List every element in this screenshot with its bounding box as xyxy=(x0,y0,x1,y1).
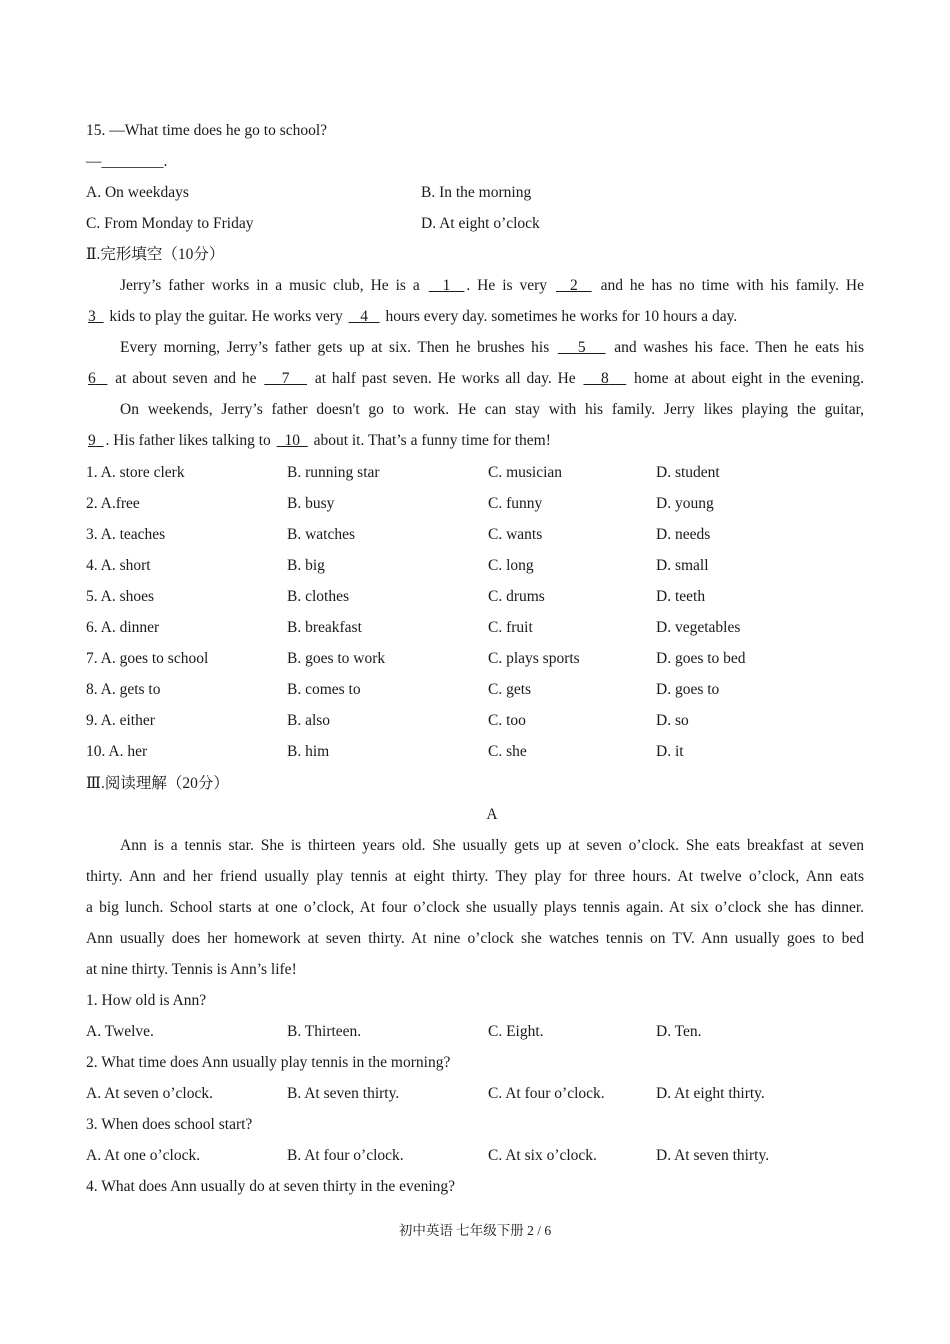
cloze-q9-option-c: C. too xyxy=(488,712,526,729)
reading-q2: 2. What time does Ann usually play tennis in the morning? xyxy=(86,1054,451,1071)
cloze-q6-option-b: B. breakfast xyxy=(287,619,362,636)
cloze-p1-line1: Jerry’s father works in a music club, He is a 1 . He is very 2 and he has no time with his family. He xyxy=(120,277,865,294)
cloze-p3-line1: On weekends, Jerry’s father doesn't go to work. He can stay with his family. Jerry likes playing the guitar, xyxy=(120,401,864,418)
blank-3: 3 xyxy=(88,308,96,325)
passage-label: A xyxy=(486,806,498,823)
cloze-q4-option-d: D. small xyxy=(656,557,709,574)
blank-7: 7 xyxy=(281,370,290,387)
reading-q1: 1. How old is Ann? xyxy=(86,992,207,1009)
cloze-p2-line2: 6 at about seven and he 7 at half past seven. He works all day. He 8 home at about eight in the evening. xyxy=(88,370,864,387)
reading-q2-option-a: A. At seven o’clock. xyxy=(86,1085,213,1102)
passage-line-5: at nine thirty. Tennis is Ann’s life! xyxy=(86,961,297,978)
cloze-q10-option-c: C. she xyxy=(488,743,527,760)
cloze-q4-option-a: 4. A. short xyxy=(86,557,151,574)
reading-q3-option-d: D. At seven thirty. xyxy=(656,1147,770,1164)
cloze-q7-option-d: D. goes to bed xyxy=(656,650,746,667)
cloze-q4-option-b: B. big xyxy=(287,557,325,574)
reading-q3-option-b: B. At four o’clock. xyxy=(287,1147,404,1164)
cloze-q2-option-a: 2. A.free xyxy=(86,495,140,512)
cloze-q9-option-d: D. so xyxy=(656,712,689,729)
cloze-q7-option-c: C. plays sports xyxy=(488,650,580,667)
cloze-q8-option-b: B. comes to xyxy=(287,681,361,698)
q15-option-a: A. On weekdays xyxy=(86,184,189,201)
section3-heading: Ⅲ.阅读理解（20分） xyxy=(86,775,229,792)
cloze-q6-option-d: D. vegetables xyxy=(656,619,741,636)
cloze-q3-option-c: C. wants xyxy=(488,526,543,543)
reading-q2-option-b: B. At seven thirty. xyxy=(287,1085,400,1102)
blank-1: 1 xyxy=(442,277,451,294)
blank-6: 6 xyxy=(88,370,96,387)
q15-question: 15. —What time does he go to school? xyxy=(86,122,328,139)
reading-q1-option-b: B. Thirteen. xyxy=(287,1023,362,1040)
cloze-p1-line2: 3 kids to play the guitar. He works very 4 hours every day. sometimes he works for 10 hours a day. xyxy=(88,308,738,325)
passage-line-2: thirty. Ann and her friend usually play tennis at eight thirty. They play for three hours. At twelve o’clock, Ann eats xyxy=(86,868,864,885)
reading-q3: 3. When does school start? xyxy=(86,1116,253,1133)
blank-8: 8 xyxy=(600,370,609,387)
blank-2: 2 xyxy=(569,277,578,294)
cloze-q3-option-d: D. needs xyxy=(656,526,711,543)
cloze-q10-option-d: D. it xyxy=(656,743,684,760)
cloze-q8-option-d: D. goes to xyxy=(656,681,720,698)
cloze-q4-option-c: C. long xyxy=(488,557,534,574)
cloze-q9-option-b: B. also xyxy=(287,712,331,729)
cloze-q2-option-d: D. young xyxy=(656,495,714,512)
cloze-q7-option-a: 7. A. goes to school xyxy=(86,650,209,667)
reading-q3-option-c: C. At six o’clock. xyxy=(488,1147,597,1164)
blank-5: 5 xyxy=(577,339,586,356)
q15-option-c: C. From Monday to Friday xyxy=(86,215,254,232)
cloze-q1-option-a: 1. A. store clerk xyxy=(86,464,185,481)
cloze-q5-option-a: 5. A. shoes xyxy=(86,588,155,605)
cloze-q1-option-b: B. running star xyxy=(287,464,380,481)
cloze-q7-option-b: B. goes to work xyxy=(287,650,386,667)
cloze-q5-option-d: D. teeth xyxy=(656,588,706,605)
reading-q3-option-a: A. At one o’clock. xyxy=(86,1147,201,1164)
cloze-q5-option-b: B. clothes xyxy=(287,588,349,605)
reading-q1-option-a: A. Twelve. xyxy=(86,1023,154,1040)
cloze-q2-option-c: C. funny xyxy=(488,495,543,512)
cloze-q10-option-b: B. him xyxy=(287,743,330,760)
q15-answer-blank: —________. xyxy=(86,153,168,170)
q15-option-d: D. At eight o’clock xyxy=(421,215,540,232)
passage-line-4: Ann usually does her homework at seven thirty. At nine o’clock she watches tennis on TV. Ann usually goes to bed xyxy=(86,930,864,947)
section2-heading: Ⅱ.完形填空（10分） xyxy=(86,246,225,263)
q15-option-b: B. In the morning xyxy=(421,184,532,201)
cloze-q3-option-b: B. watches xyxy=(287,526,356,543)
reading-q4: 4. What does Ann usually do at seven thirty in the evening? xyxy=(86,1178,456,1195)
cloze-q1-option-d: D. student xyxy=(656,464,720,481)
passage-line-1: Ann is a tennis star. She is thirteen years old. She usually gets up at seven o’clock. She eats breakfast at seven xyxy=(120,837,864,854)
cloze-q5-option-c: C. drums xyxy=(488,588,545,605)
cloze-q6-option-a: 6. A. dinner xyxy=(86,619,160,636)
cloze-q2-option-b: B. busy xyxy=(287,495,335,512)
cloze-q10-option-a: 10. A. her xyxy=(86,743,148,760)
reading-q2-option-d: D. At eight thirty. xyxy=(656,1085,765,1102)
cloze-q3-option-a: 3. A. teaches xyxy=(86,526,166,543)
page-footer: 初中英语 七年级下册 2 / 6 xyxy=(398,1223,552,1238)
cloze-p2-line1: Every morning, Jerry’s father gets up at six. Then he brushes his 5 and washes his face. Then he eats his xyxy=(120,339,865,356)
cloze-q6-option-c: C. fruit xyxy=(488,619,533,636)
blank-10: 10 xyxy=(284,432,300,449)
cloze-q1-option-c: C. musician xyxy=(488,464,563,481)
reading-q1-option-d: D. Ten. xyxy=(656,1023,702,1040)
reading-q2-option-c: C. At four o’clock. xyxy=(488,1085,605,1102)
cloze-q8-option-c: C. gets xyxy=(488,681,532,698)
cloze-p3-line2: 9 . His father likes talking to 10 about it. That’s a funny time for them! xyxy=(88,432,551,449)
cloze-q9-option-a: 9. A. either xyxy=(86,712,155,729)
reading-q1-option-c: C. Eight. xyxy=(488,1023,544,1040)
blank-4: 4 xyxy=(360,308,368,325)
passage-line-3: a big lunch. School starts at one o’clock, At four o’clock she usually plays tennis again. At six o’clock she has dinner. xyxy=(86,899,864,916)
cloze-q8-option-a: 8. A. gets to xyxy=(86,681,161,698)
blank-9: 9 xyxy=(88,432,96,449)
